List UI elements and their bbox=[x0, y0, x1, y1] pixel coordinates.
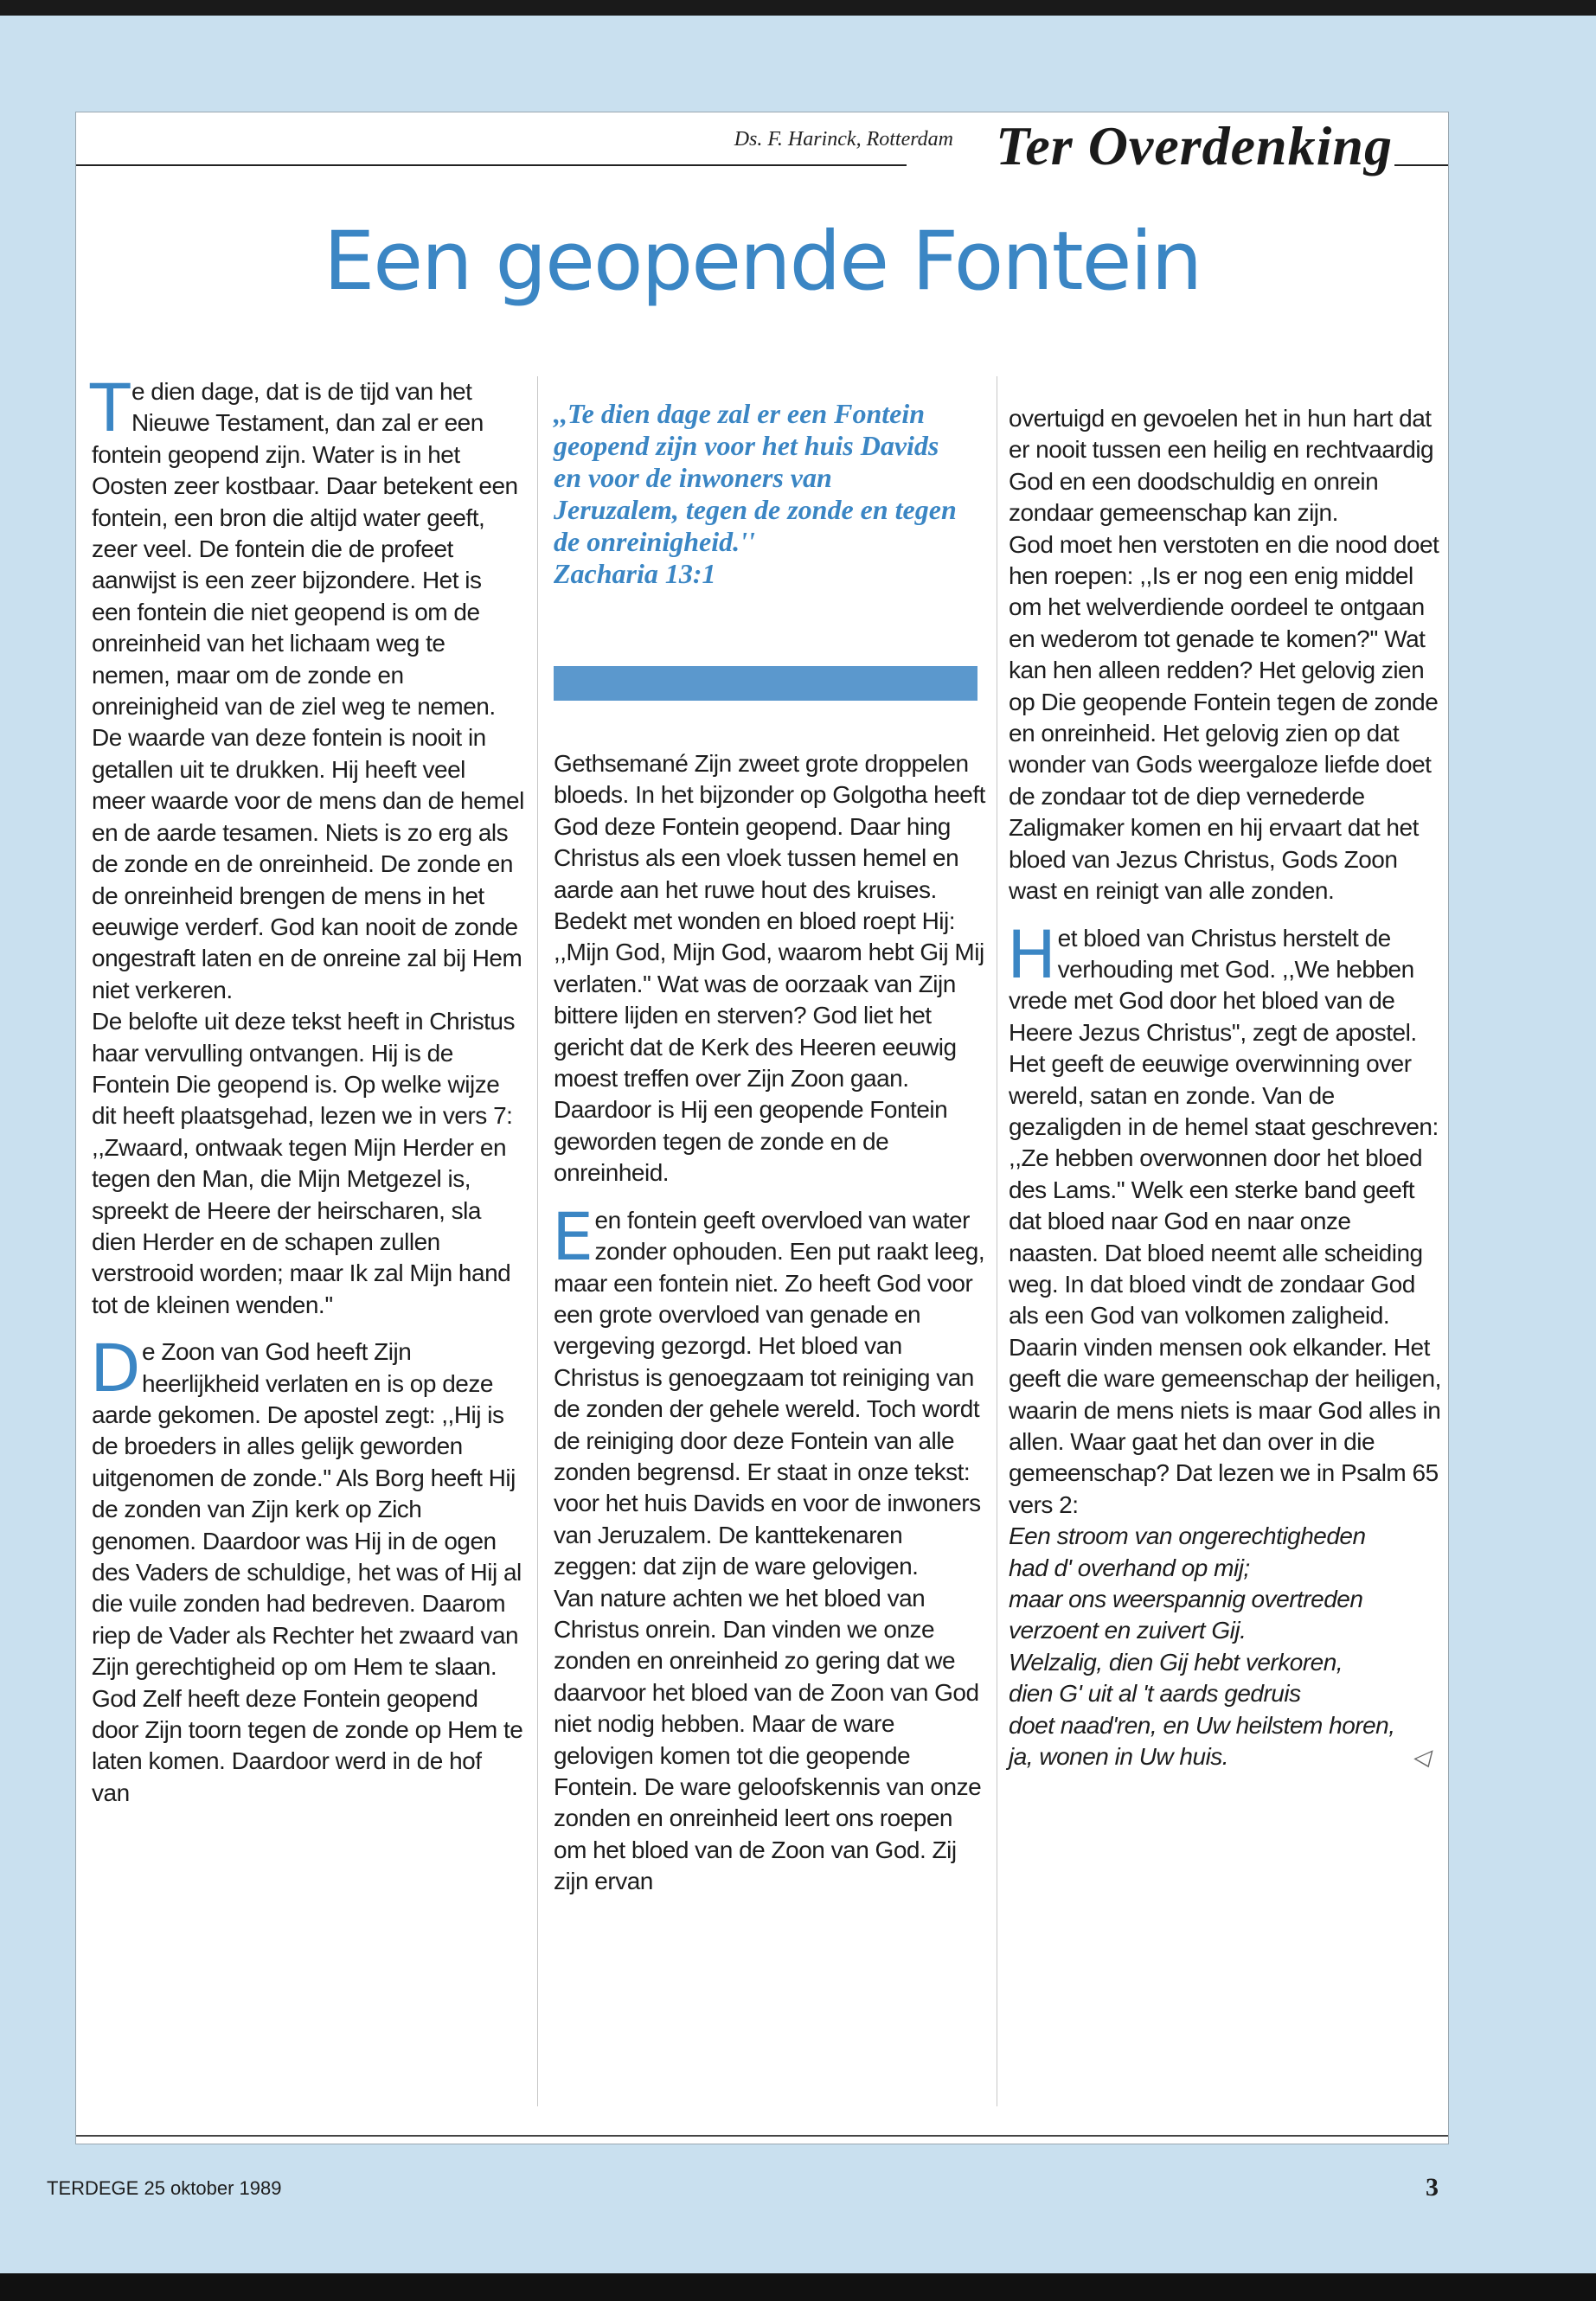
paragraph bbox=[90, 369, 524, 1006]
poem-line: dien G' uit al 't aards gedruis bbox=[1009, 1680, 1301, 1708]
poem-line: maar ons weerspannig overtreden bbox=[1009, 1586, 1363, 1613]
section-heading: Ter Overdenking bbox=[996, 115, 1393, 176]
poem-line: Welzalig, dien Gij hebt verkoren, bbox=[1009, 1648, 1343, 1676]
author-byline: Ds. F. Harinck, Rotterdam bbox=[734, 128, 953, 151]
drop-cap: H bbox=[1007, 915, 1056, 993]
article-title: Een geopende Fontein bbox=[323, 215, 1202, 309]
psalm-quote bbox=[1009, 1521, 1441, 1772]
drop-cap: D bbox=[90, 1330, 141, 1407]
paragraph bbox=[1007, 915, 1441, 1522]
poem-line: had d' overhand op mij; bbox=[1009, 1554, 1250, 1581]
paragraph-text: en fontein geeft overvloed van water zonder ophouden. Een put raakt leeg, maar een fontein niet. Zo heeft God voor een grote overvloed van genade en vergeving gezorgd. Het bloed van Christus is genoegzaam tot reiniging van de zonden der gehele wereld. Toch wordt de reiniging door deze Fontein van alle zonden begrensd. Er staat in onze tekst: voor het huis Davids en voor de inwoners van Jeruzalem. De kanttekenaren zeggen: dat zijn de ware gelovigen. bbox=[554, 1206, 985, 1580]
end-mark-icon: ◁ bbox=[1412, 1744, 1429, 1771]
pull-quote-reference: Zacharia 13:1 bbox=[554, 558, 716, 589]
pull-quote bbox=[554, 398, 960, 590]
paragraph: Gethsemané Zijn zweet grote droppelen bloeds. In het bijzonder op Golgotha heeft God deze Fontein geopend. Daar hing Christus als een vloek tussen hemel en aarde aan het ruwe hout des kruises. Bedekt met wonden en bloed roept Hij: ,,Mijn God, Mijn God, waarom hebt Gij Mij verlaten.'' Wat was de oorzaak van Zijn bittere lijden en sterven? God liet het gericht dat de Kerk des Heeren eeuwig moest treffen over Zijn Zoon gaan. Daardoor is Hij een geopende Fontein geworden tegen de zonde en de onreinheid. bbox=[554, 750, 985, 1187]
paragraph bbox=[90, 1330, 524, 1682]
column-divider-1 bbox=[537, 376, 538, 2106]
scan-border-top bbox=[0, 0, 1596, 16]
poem-line: doet naad'ren, en Uw heilstem horen, bbox=[1009, 1711, 1395, 1739]
header-rule-left bbox=[76, 164, 907, 166]
magazine-page bbox=[47, 112, 1448, 2202]
drop-cap: E bbox=[552, 1197, 593, 1275]
pull-quote-bar bbox=[554, 666, 977, 701]
paragraph-text: et bloed van Christus herstelt de verhouding met God. ,,We hebben vrede met God door het bloed van de Heere Jezus Christus'', zegt de apostel. Het geeft de eeuwige overwinning over wereld, satan en zonde. Van de gezaligden in de hemel staat geschreven: ,,Ze hebben overwonnen door het bloed des Lams.'' Welk een sterke band geeft dat bloed naar God en naar onze naasten. Dat bloed neemt alle scheiding weg. In dat bloed vindt de zondaar God als een God van volkomen zaligheid. Daarin vinden mensen ook elkander. Het geeft die ware gemeenschap der heiligen, waarin de mens niets is maar God alles in allen. Waar gaat het dan over in die gemeenschap? Dat lezen we in Psalm 65 vers 2: bbox=[1009, 924, 1441, 1518]
paragraph: Van nature achten we het bloed van Christus onrein. Dan vinden we onze zonden en onreinheid zo gering dat we daarvoor het bloed van de Zoon van God niet nodig hebben. Maar de ware gelovigen komen tot die geopende Fontein. De ware geloofskennis van onze zonden en onreinheid leert ons roepen om het bloed van de Zoon van God. Zij zijn ervan bbox=[554, 1584, 982, 1895]
paragraph bbox=[552, 1197, 986, 1583]
paragraph: overtuigd en gevoelen het in hun hart dat er nooit tussen een heilig en rechtvaardig God en een doodschuldig en onrein zondaar gemeenschap kan zijn. bbox=[1009, 405, 1434, 527]
paragraph: De belofte uit deze tekst heeft in Christus haar vervulling ontvangen. Hij is de Fontein Die geopend is. Op welke wijze dit heeft plaatsgehad, lezen we in vers 7: ,,Zwaard, ontwaak tegen Mijn Herder en tegen den Man, die Mijn Metgezel is, spreekt de Heere der heirscharen, sla dien Herder en de schapen zullen verstrooid worden; maar Ik zal Mijn hand tot de kleinen wenden.'' bbox=[92, 1008, 515, 1318]
page-number: 3 bbox=[1426, 2173, 1439, 2202]
poem-line bbox=[1009, 1741, 1441, 1772]
poem-line: Een stroom van ongerechtigheden bbox=[1009, 1522, 1366, 1550]
drop-cap: T bbox=[90, 369, 130, 446]
poem-line-text: ja, wonen in Uw huis. bbox=[1009, 1743, 1229, 1771]
paragraph-text: e dien dage, dat is de tijd van het Nieuwe Testament, dan zal er een fontein geopend zijn. Water is in het Oosten zeer kostbaar. Daar betekent een fontein, een bron die altijd water geeft, zeer veel. De fontein die de profeet aanwijst is een zeer bijzondere. Het is een fontein die niet geopend is om de onreinheid van het lichaam weg te nemen, maar om de zonde en onreinigheid van de ziel weg te nemen. De waarde van deze fontein is nooit in getallen uit te drukken. Hij heeft veel meer waarde voor de mens dan de hemel en de aarde tesamen. Niets is zo erg als de zonde en de onreinheid. De zonde en de onreinheid brengen de mens in het eeuwige verderf. God kan nooit de zonde ongestraft laten en de onreine zal bij Hem niet verkeren. bbox=[92, 378, 524, 1003]
pull-quote-text: ,,Te dien dage zal er een Fontein geopend zijn voor het huis Davids en voor de inwoners van Jeruzalem, tegen de zonde en tegen de onreinigheid.'' bbox=[554, 398, 957, 557]
article-column-1 bbox=[90, 369, 524, 2134]
scan-border-bottom bbox=[0, 2273, 1596, 2301]
poem-line: verzoent en zuivert Gij. bbox=[1009, 1617, 1247, 1644]
paragraph: God Zelf heeft deze Fontein geopend door Zijn toorn tegen de zonde op Hem te laten komen. Daardoor werd in de hof van bbox=[92, 1684, 523, 1806]
article-column-3 bbox=[1009, 403, 1441, 2134]
footer-rule bbox=[76, 2135, 1448, 2137]
paragraph-text: e Zoon van God heeft Zijn heerlijkheid verlaten en is op deze aarde gekomen. De apostel zegt: ,,Hij is de broeders in alles gelijk geworden uitgenomen de zonde.'' Als Borg heeft Hij de zonden van Zijn kerk op Zich genomen. Daardoor was Hij in de ogen des Vaders de schuldige, het was of Hij al die vuile zonden had bedreven. Daarom riep de Vader als Rechter het zwaard van Zijn gerechtigheid op om Hem te slaan. bbox=[92, 1338, 522, 1681]
article-column-2 bbox=[554, 748, 986, 2134]
header-rule-right bbox=[1394, 164, 1448, 166]
paragraph: God moet hen verstoten en die nood doet hen roepen: ,,Is er nog een enig middel om het welverdiende oordeel te ontgaan en wederom tot genade te komen?'' Wat kan hen alleen redden? Het gelovig zien op Die geopende Fontein tegen de zonde en onreinheid. Het gelovig zien op dat wonder van Gods weergaloze liefde doet de zondaar tot de diep vernederde Zaligmaker komen en hij ervaart dat het bloed van Jezus Christus, Gods Zoon wast en reinigt van alle zonden. bbox=[1009, 530, 1439, 905]
publication-footer: TERDEGE 25 oktober 1989 bbox=[47, 2177, 282, 2199]
